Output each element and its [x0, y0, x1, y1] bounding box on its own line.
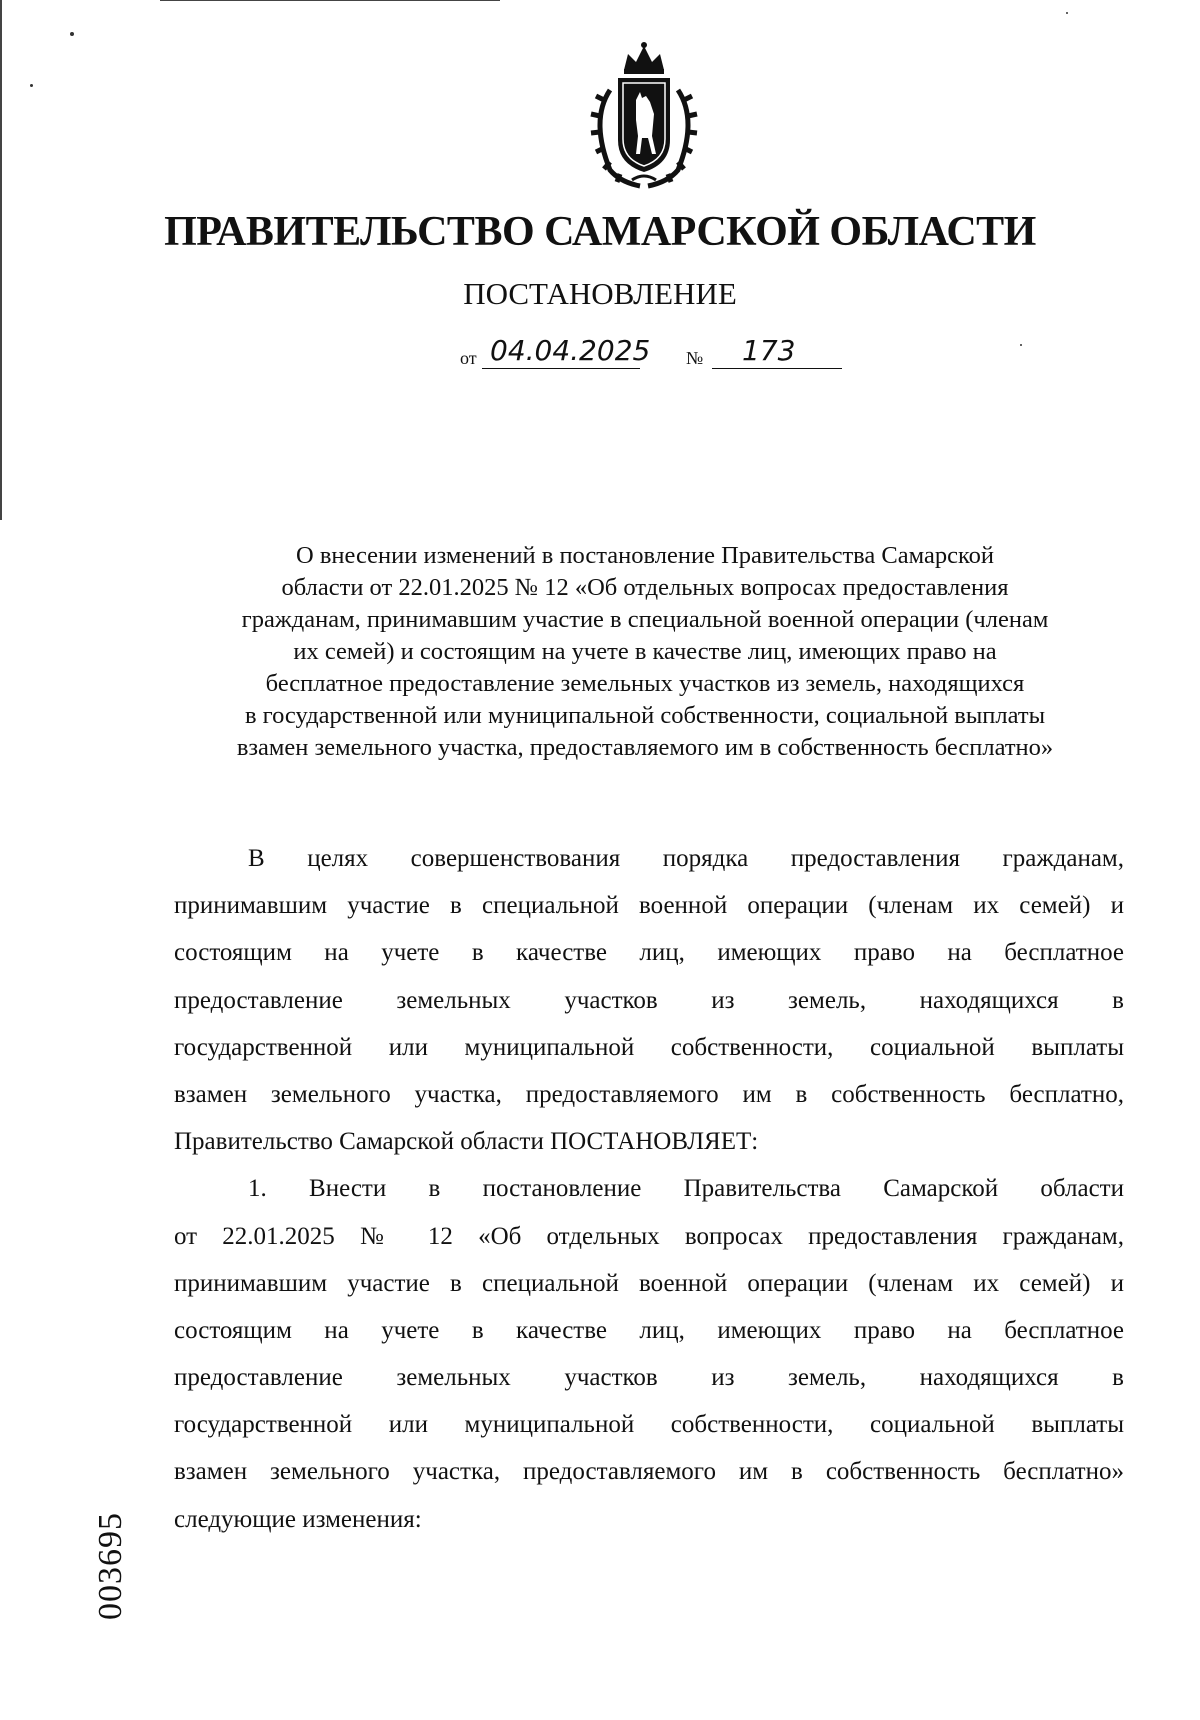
side-serial-number: 003695	[92, 1512, 129, 1620]
item1-line: следующие изменения:	[174, 1505, 422, 1533]
document-number: 173	[712, 334, 842, 369]
document-type: ПОСТАНОВЛЕНИЕ	[463, 276, 737, 311]
scan-edge-line	[0, 0, 2, 520]
item1-line: состоящим на учете в качестве лиц, имеющих право на бесплатное	[174, 1316, 1124, 1344]
document-body	[174, 835, 1124, 1543]
subject-line: бесплатное предоставление земельных участков из земель, находящихся	[265, 670, 1025, 697]
preamble-line: государственной или муниципальной собственности, социальной выплаты	[174, 1033, 1124, 1061]
subject-line: О внесении изменений в постановление Правительства Самарской	[296, 542, 994, 569]
scan-speck	[1020, 344, 1022, 346]
subject-line: в государственной или муниципальной собственности, социальной выплаты	[244, 702, 1046, 729]
scan-speck	[1066, 12, 1068, 14]
item1-line: принимавшим участие в специальной военной операции (членам их семей) и	[174, 1269, 1124, 1297]
preamble-line: Правительство Самарской области ПОСТАНОВЛЯЕТ:	[174, 1128, 759, 1156]
subject-line: их семей) и состоящим на учете в качестве лиц, имеющих право на	[293, 638, 997, 665]
item1-line: взамен земельного участка, предоставляемого им в собственность бесплатно»	[174, 1458, 1124, 1486]
item1-line: предоставление земельных участков из земель, находящихся в	[174, 1364, 1124, 1392]
preamble-line: В целях совершенствования порядка предоставления гражданам,	[248, 845, 1124, 872]
document-subject	[160, 540, 1130, 764]
preamble-line: предоставление земельных участков из земель, находящихся в	[174, 986, 1124, 1014]
scan-speck	[30, 84, 33, 87]
government-title: ПРАВИТЕЛЬСТВО САМАРСКОЙ ОБЛАСТИ	[164, 209, 1036, 255]
date-number-line	[460, 334, 860, 374]
document-date: 04.04.2025	[482, 334, 640, 369]
date-prefix: от	[460, 348, 477, 368]
scan-edge-line	[160, 0, 500, 1]
item1-line: государственной или муниципальной собственности, социальной выплаты	[174, 1411, 1124, 1439]
preamble-line: взамен земельного участка, предоставляемого им в собственность бесплатно,	[174, 1080, 1124, 1108]
item1-line: 1. Внести в постановление Правительства Самарской области	[248, 1175, 1124, 1203]
item1-line: от 22.01.2025 № 12 «Об отдельных вопросах предоставления гражданам,	[174, 1222, 1124, 1250]
scan-speck	[70, 32, 74, 36]
subject-line: взамен земельного участка, предоставляемого им в собственность бесплатно»	[236, 734, 1054, 761]
subject-line: гражданам, принимавшим участие в специальной военной операции (членам	[241, 606, 1049, 633]
subject-line: области от 22.01.2025 № 12 «Об отдельных вопросах предоставления	[281, 574, 1009, 601]
preamble-line: состоящим на учете в качестве лиц, имеющих право на бесплатное	[174, 939, 1124, 967]
coat-of-arms-emblem	[580, 40, 708, 190]
preamble-line: принимавшим участие в специальной военной операции (членам их семей) и	[174, 892, 1124, 920]
number-prefix: №	[686, 348, 704, 368]
